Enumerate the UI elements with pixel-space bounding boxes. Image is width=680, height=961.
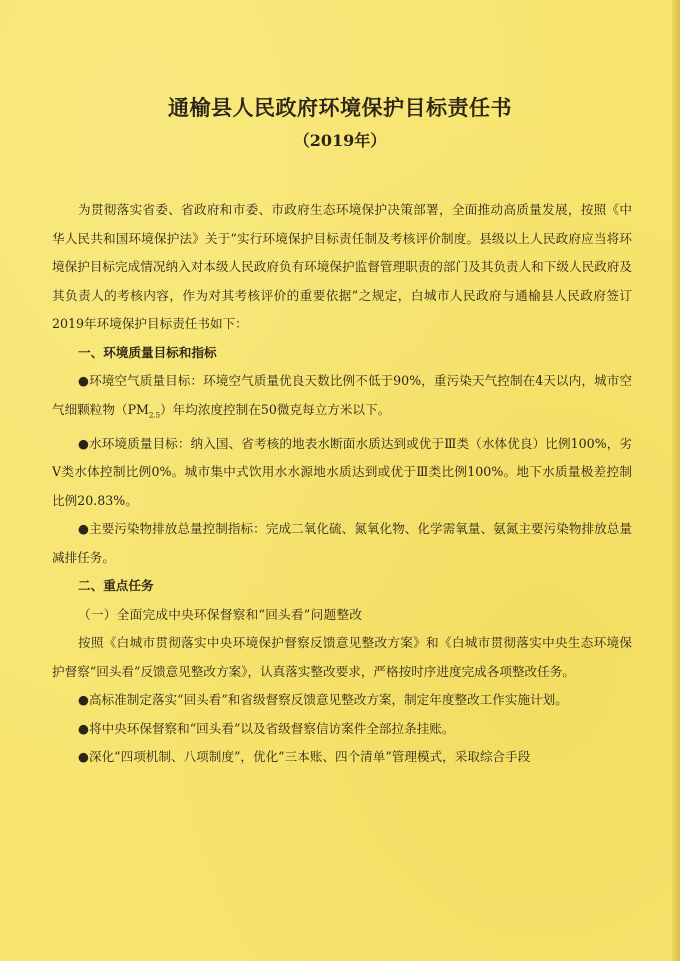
air-quality-paragraph — [52, 367, 632, 430]
document-title: 通榆县人民政府环境保护目标责任书 — [168, 95, 512, 120]
document-body — [52, 196, 632, 772]
intro-paragraph: 为贯彻落实省委、省政府和市委、市政府生态环境保护决策部署，全面推动高质量发展，按照《中华人民共和国环境保护法》关于“实行环境保护目标责任制及考核评价制度。县级以上人民政府应当将环境保护目标完成情况纳入对本级人民政府负有环境保护监督管理职责的部门及其负责人和下级人民政府及其负责人的考核内容，作为对其考核评价的重要依据”之规定，白城市人民政府与通榆县人民政府签订2019年环境保护目标责任书如下： — [52, 202, 632, 331]
task-bullet-2: ●将中央环保督察和“回头看”以及省级督察信访案件全部拉条挂账。 — [78, 720, 455, 736]
task-bullet-3: ●深化“四项机制、八项制度”，优化“三本账、四个清单”管理模式，采取综合手段 — [78, 749, 531, 765]
section-heading-2: 二、重点任务 — [78, 578, 154, 594]
section-heading-1: 一、环境质量目标和指标 — [78, 344, 217, 360]
subsection-heading-1: （一）全面完成中央环保督察和“回头看”问题整改 — [78, 606, 363, 622]
air-quality-text: ●环境空气质量目标：环境空气质量优良天数比例不低于90%，重污染天气控制在4天以内，城市空气细颗粒物（PM — [52, 373, 632, 417]
pm-subscript: 2.5 — [148, 411, 161, 420]
water-quality-paragraph: ●水环境质量目标：纳入国、省考核的地表水断面水质达到或优于Ⅲ类（水体优良）比例100%，劣Ⅴ类水体控制比例0%。城市集中式饮用水水源地水质达到或优于Ⅲ类比例100%。地下水质量极差控制比例20.83%。 — [52, 435, 632, 508]
rectification-paragraph: 按照《白城市贯彻落实中央环境保护督察反馈意见整改方案》和《白城市贯彻落实中央生态环境保护督察“回头看”反馈意见整改方案》，认真落实整改要求，严格按时序进度完成各项整改任务。 — [52, 635, 632, 679]
document-year: （2019年） — [293, 131, 387, 150]
task-bullet-1: ●高标准制定落实“回头看”和省级督察反馈意见整改方案，制定年度整改工作实施计划。 — [78, 692, 568, 708]
pollutant-paragraph: ●主要污染物排放总量控制指标：完成二氧化硫、氮氧化物、化学需氧量、氨氮主要污染物排放总量减排任务。 — [52, 521, 632, 565]
air-quality-text-end: ）年均浓度控制在50微克每立方米以下。 — [160, 401, 391, 417]
